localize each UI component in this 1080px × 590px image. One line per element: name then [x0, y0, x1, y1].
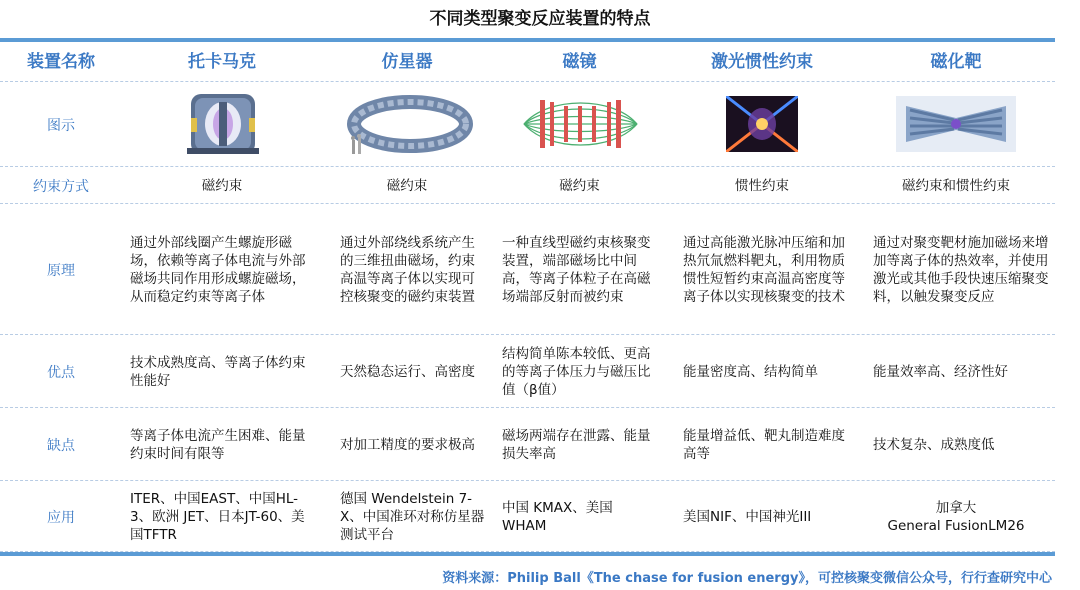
row-method: [0, 168, 1055, 204]
method-laser-icf: 惯性约束: [735, 177, 789, 194]
row-apps: [0, 482, 1055, 552]
principle-magnetized-target: 通过对聚变靶材施加磁场来增加等离子体的热效率，并使用激光或其他手段快速压缩聚变料，以触发聚变反应: [873, 234, 1049, 305]
header-row: [0, 42, 1055, 82]
label-cons: 缺点: [47, 437, 75, 454]
principle-laser-icf: 通过高能激光脉冲压缩和加热氘氚燃料靶丸，利用物质惯性短暂约束高温高密度等离子体以实现核聚变的技术: [683, 234, 845, 305]
label-image: 图示: [47, 117, 75, 134]
label-apps: 应用: [47, 509, 75, 526]
principle-tokamak: 通过外部线圈产生螺旋形磁场，依赖等离子体电流与外部磁场共同作用形成螺旋磁场，从而稳定约束等离子体: [130, 234, 306, 305]
label-principle: 原理: [47, 262, 75, 279]
apps-magnetic-mirror: 中国 KMAX、美国 WHAM: [502, 499, 613, 534]
header-tokamak: 托卡马克: [188, 52, 256, 72]
cons-magnetic-mirror: 磁场两端存在泄露、能量损失率高: [502, 427, 651, 462]
method-tokamak: 磁约束: [201, 177, 243, 194]
pros-stellarator: 天然稳态运行、高密度: [340, 363, 475, 380]
magnetized-target-illustration: [893, 89, 1018, 159]
row-principle: [0, 205, 1055, 335]
row-image: [0, 83, 1055, 167]
bottom-rule: [0, 552, 1055, 556]
cons-magnetized-target: 技术复杂、成熟度低: [873, 436, 995, 453]
apps-tokamak: ITER、中国EAST、中国HL-3、欧洲 JET、日本JT-60、美国TFTR: [130, 490, 305, 543]
apps-stellarator: 德国 Wendelstein 7-X、中国准环对称仿星器测试平台: [340, 490, 485, 543]
row-cons: [0, 409, 1055, 481]
label-pros: 优点: [47, 364, 75, 381]
apps-magnetized-target: 加拿大 General FusionLM26: [887, 499, 1025, 534]
method-magnetized-target: 磁约束和惯性约束: [902, 177, 1010, 194]
magnetic-mirror-illustration: [515, 89, 645, 159]
header-laser-icf: 激光惯性约束: [711, 52, 813, 72]
method-magnetic-mirror: 磁约束: [559, 177, 600, 194]
cons-stellarator: 对加工精度的要求极高: [340, 436, 475, 453]
apps-laser-icf: 美国NIF、中国神光III: [683, 508, 812, 525]
pros-tokamak: 技术成熟度高、等离子体约束性能好: [130, 354, 306, 389]
stellarator-illustration: [330, 89, 485, 159]
principle-stellarator: 通过外部绕线系统产生的三维扭曲磁场，约束高温等离子体以实现可控核聚变的磁约束装置: [340, 234, 475, 305]
table-title: 不同类型聚变反应装置的特点: [429, 9, 651, 29]
pros-magnetized-target: 能量效率高、经济性好: [873, 363, 1008, 380]
pros-laser-icf: 能量密度高、结构简单: [683, 363, 818, 380]
header-magnetic-mirror: 磁镜: [562, 52, 597, 72]
cons-laser-icf: 能量增益低、靶丸制造难度高等: [683, 427, 845, 462]
header-stellarator: 仿星器: [381, 52, 433, 72]
principle-magnetic-mirror: 一种直线型磁约束核聚变装置，端部磁场比中间高，等离子体粒子在高磁场端部反射而被约束: [502, 234, 651, 305]
source-note: 资料来源：Philip Ball《The chase for fusion energy》，可控核聚变微信公众号，行行查研究中心: [442, 571, 1052, 586]
row-pros: [0, 336, 1055, 408]
label-method: 约束方式: [33, 178, 89, 195]
tokamak-illustration: [165, 89, 280, 159]
pros-magnetic-mirror: 结构简单陈本较低、更高的等离子体压力与磁压比值（β值）: [502, 345, 651, 398]
method-stellarator: 磁约束: [386, 177, 428, 194]
header-device-name: 装置名称: [27, 52, 95, 72]
cons-tokamak: 等离子体电流产生困难、能量约束时间有限等: [130, 427, 306, 462]
header-magnetized-target: 磁化靶: [930, 52, 982, 72]
laser-icf-illustration: [722, 89, 802, 159]
